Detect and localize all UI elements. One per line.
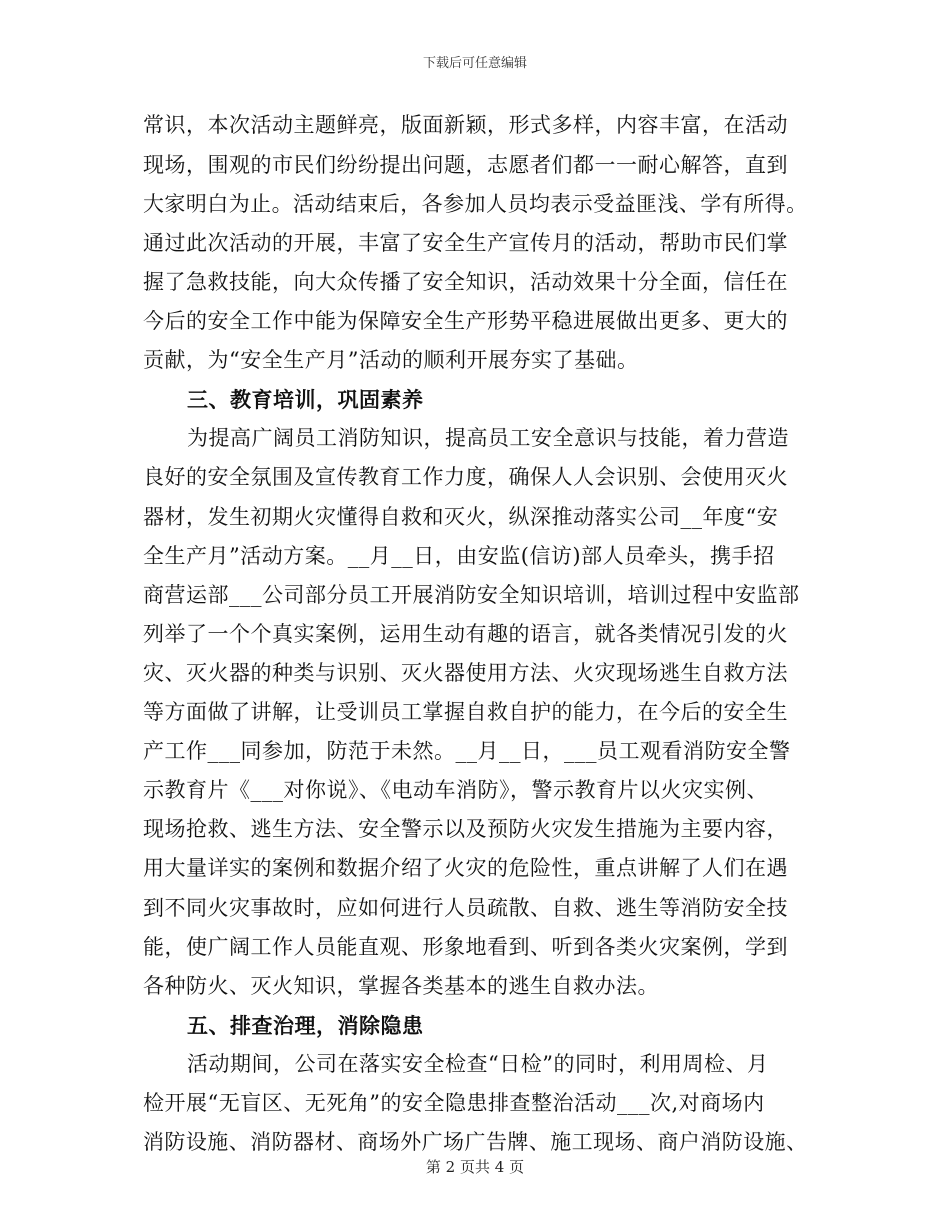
paragraph-line: 大家明白为止。活动结束后，各参加人员均表示受益匪浅、学有所得。 [143, 192, 808, 216]
paragraph-line: 常识，本次活动主题鲜亮，版面新颖，形式多样，内容丰富，在活动 [143, 113, 788, 137]
paragraph-line: 良好的安全氛围及宣传教育工作力度，确保人人会识别、会使用灭火 [143, 465, 788, 489]
paragraph-line: 贡献，为“安全生产月”活动的顺利开展夯实了基础。 [143, 348, 639, 372]
paragraph-line: 全生产月”活动方案。__月__日，由安监(信访)部人员牵头，携手招 [143, 544, 775, 568]
paragraph-line: 今后的安全工作中能为保障安全生产形势平稳进展做出更多、更大的 [143, 309, 788, 333]
paragraph-line: 为提高广阔员工消防知识，提高员工安全意识与技能，着力营造 [187, 426, 789, 450]
section-heading: 五、排查治理，消除隐患 [187, 1013, 424, 1038]
paragraph-line: 产工作___同参加，防范于未然。__月__日，___员工观看消防安全警 [143, 739, 791, 763]
paragraph-line: 灾、灭火器的种类与识别、灭火器使用方法、火灾现场逃生自救方法 [143, 661, 788, 685]
paragraph-line: 现场抢救、逃生方法、安全警示以及预防火灾发生措施为主要内容， [143, 817, 788, 841]
paragraph-line: 检开展“无盲区、无死角”的安全隐患排查整治活动___次,对商场内 [143, 1091, 765, 1115]
paragraph-line: 消防设施、消防器材、商场外广场广告牌、施工现场、商户消防设施、 [143, 1130, 808, 1154]
paragraph-line: 到不同火灾事故时，应如何进行人员疏散、自救、逃生等消防安全技 [143, 896, 788, 920]
paragraph-line: 示教育片《___对你说》、《电动车消防》，警示教育片以火灾实例、 [143, 778, 768, 802]
paragraph-line: 通过此次活动的开展，丰富了安全生产宣传月的活动，帮助市民们掌 [143, 231, 788, 255]
section-heading: 三、教育培训，巩固素养 [187, 387, 424, 412]
page-footer: 第 2 页共 4 页 [425, 1158, 525, 1176]
paragraph-line: 用大量详实的案例和数据介绍了火灾的危险性，重点讲解了人们在遇 [143, 856, 788, 880]
paragraph-line: 列举了一个个真实案例，运用生动有趣的语言，就各类情况引发的火 [143, 622, 788, 646]
paragraph-line: 握了急救技能，向大众传播了安全知识，活动效果十分全面，信任在 [143, 270, 788, 294]
paragraph-line: 活动期间，公司在落实安全检查“日检”的同时，利用周检、月 [187, 1052, 769, 1076]
paragraph-line: 商营运部___公司部分员工开展消防安全知识培训，培训过程中安监部 [143, 583, 800, 607]
paragraph-line: 各种防火、灭火知识，掌握各类基本的逃生自救办法。 [143, 974, 659, 998]
paragraph-line: 等方面做了讲解，让受训员工掌握自救自护的能力，在今后的安全生 [143, 700, 788, 724]
paragraph-line: 器材，发生初期火灾懂得自救和灭火，纵深推动落实公司__年度“安 [143, 505, 779, 529]
paragraph-line: 现场，围观的市民们纷纷提出问题，志愿者们都一一耐心解答，直到 [143, 153, 788, 177]
page-header: 下载后可任意编辑 [422, 56, 527, 71]
paragraph-line: 能，使广阔工作人员能直观、形象地看到、听到各类火灾案例，学到 [143, 935, 788, 959]
